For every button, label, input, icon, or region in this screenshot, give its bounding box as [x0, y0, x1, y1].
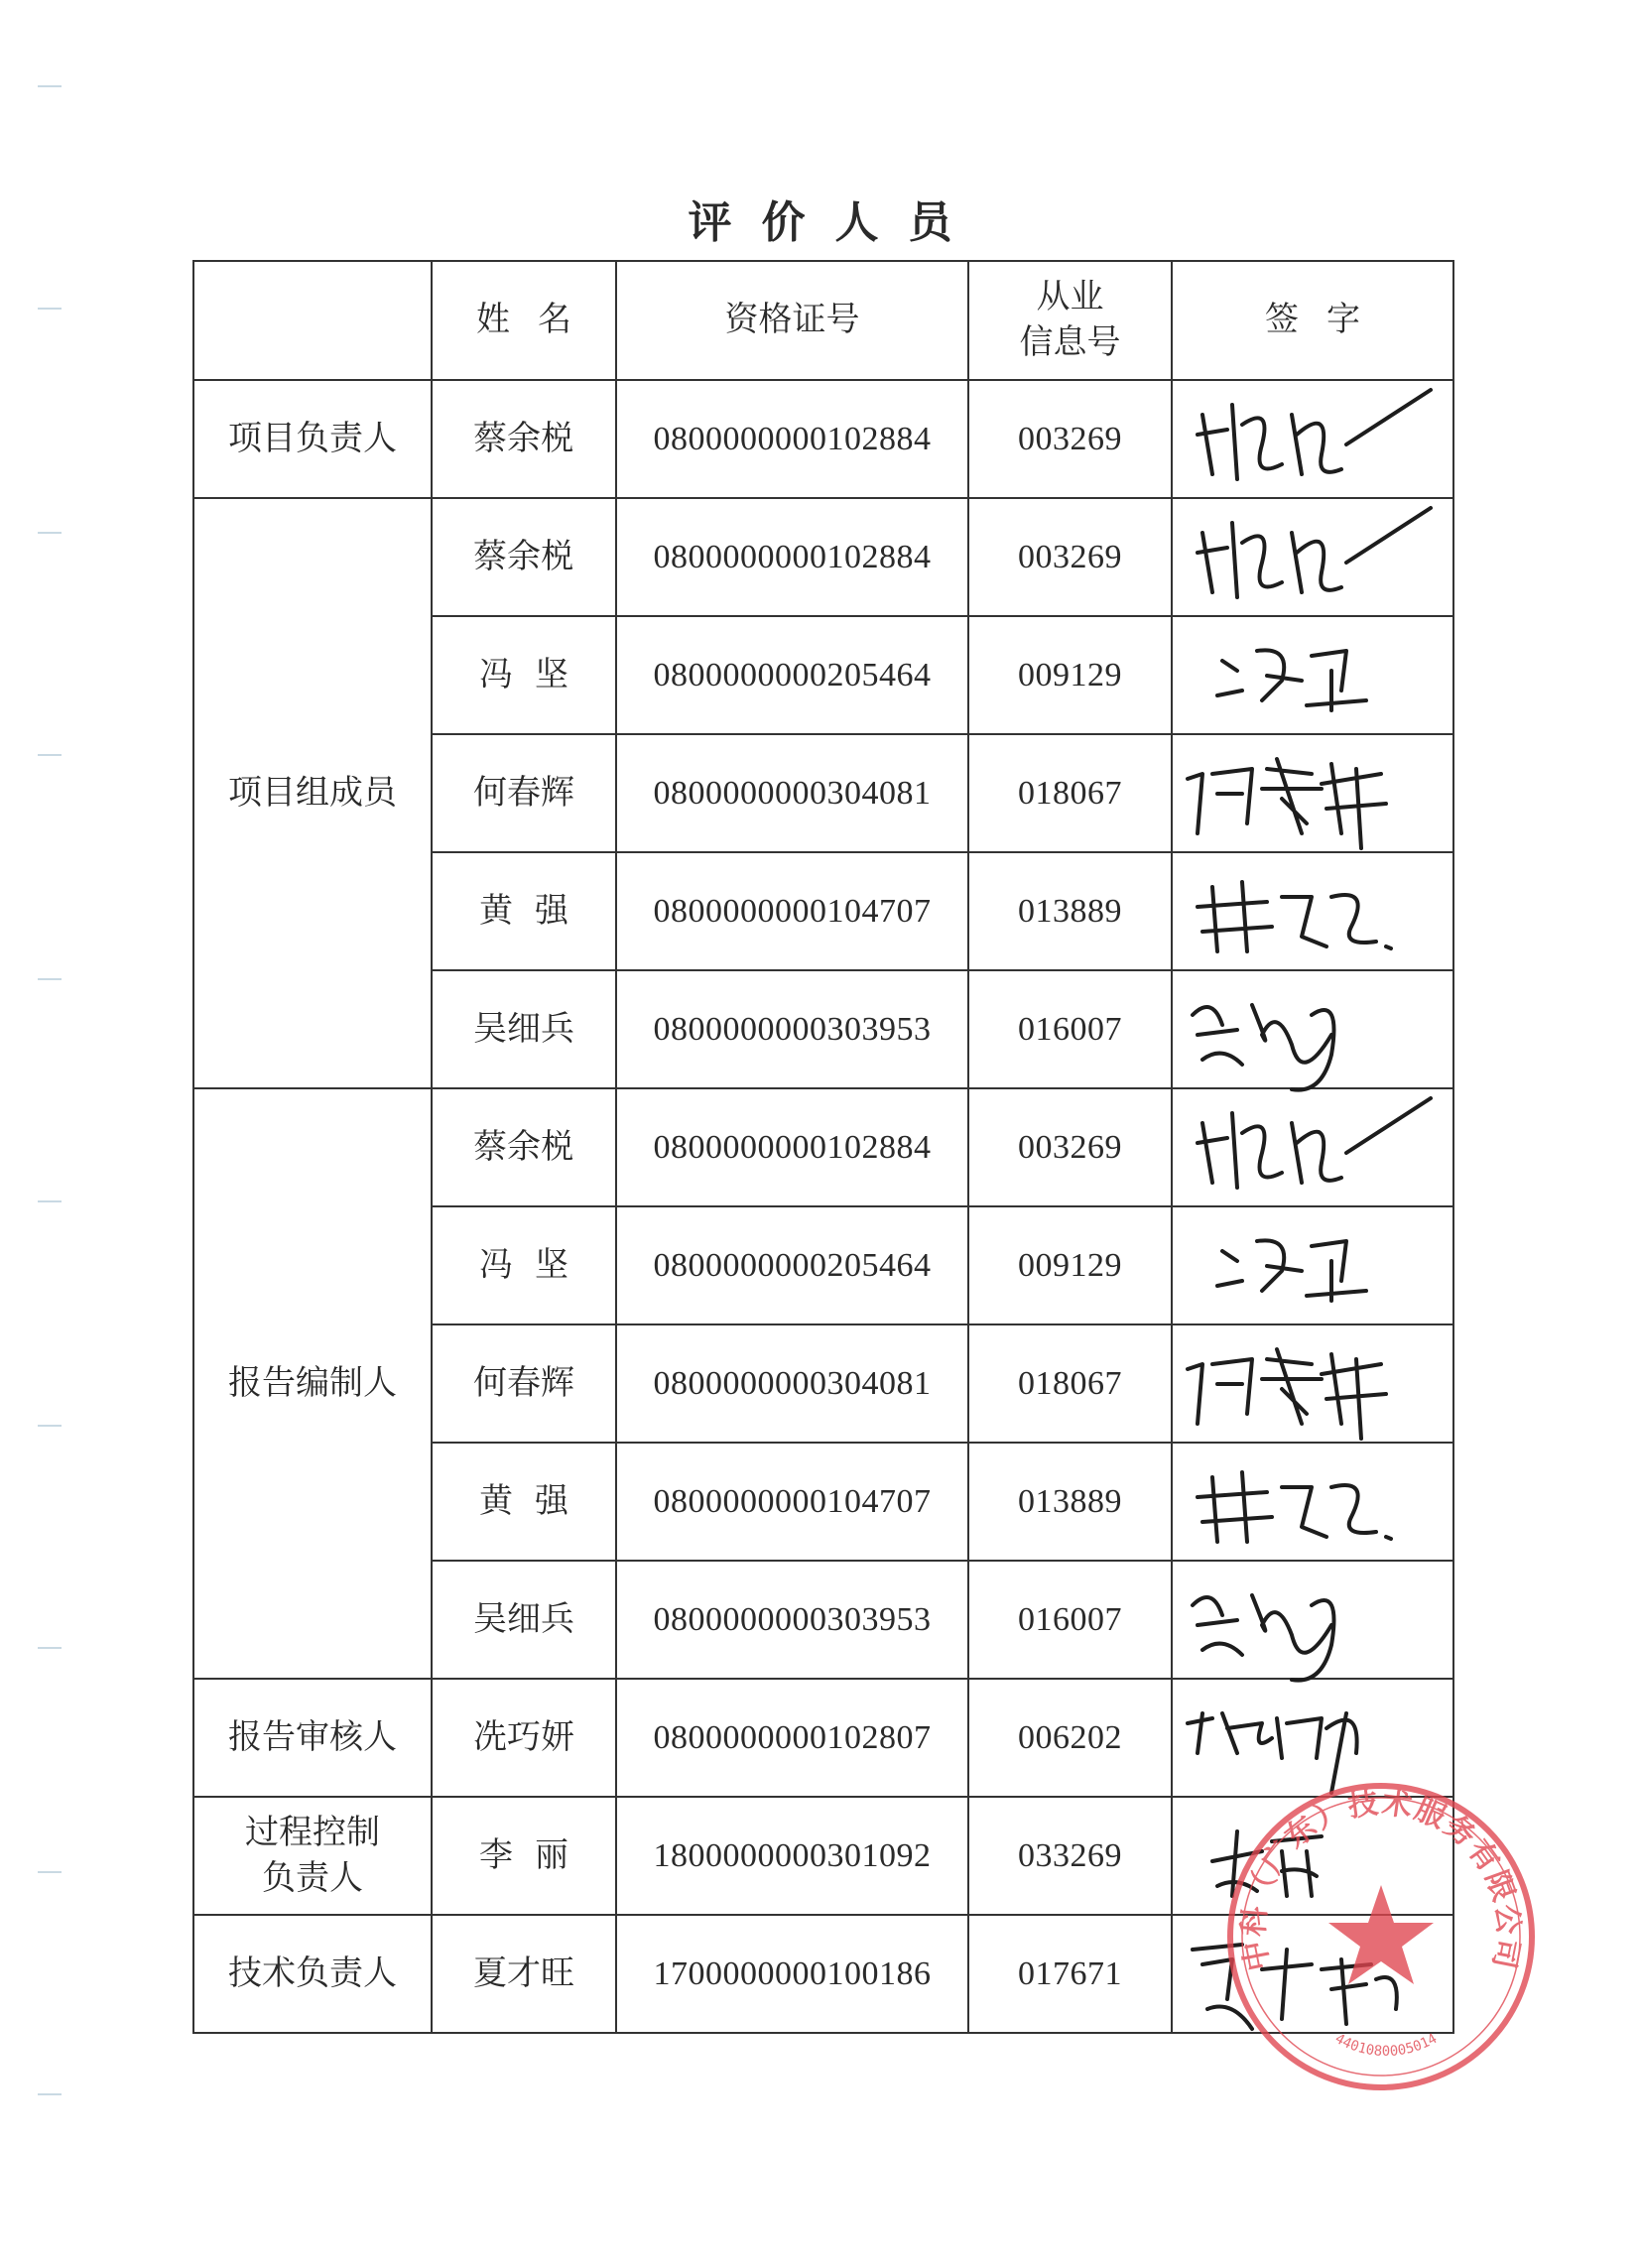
- table-header-row: [193, 261, 1453, 380]
- handwritten-signature: [1183, 1448, 1441, 1557]
- info-number: 013889: [968, 1443, 1172, 1561]
- signature-cell: [1172, 1324, 1453, 1443]
- signature-cell: [1172, 498, 1453, 616]
- company-seal-graphic: [1212, 1768, 1550, 2105]
- info-number: 009129: [968, 616, 1172, 734]
- scan-margin-ticks: [38, 0, 67, 2268]
- info-number: 013889: [968, 852, 1172, 970]
- role-label: 技术负责人: [228, 1953, 397, 1993]
- role-label: 项目负责人: [228, 418, 397, 458]
- person-name: 蔡余棁: [432, 1088, 616, 1206]
- certificate-number: 0800000000205464: [616, 616, 968, 734]
- person-name: 冼巧妍: [432, 1679, 616, 1797]
- signature-stroke: [1188, 759, 1386, 848]
- signature-stroke: [1198, 508, 1431, 597]
- info-number: 016007: [968, 970, 1172, 1088]
- signature-strokes: [1183, 503, 1441, 612]
- certificate-number: 0800000000205464: [616, 1206, 968, 1324]
- seal-text: 中科（广东）技术服务有限公司: [1236, 1785, 1526, 1974]
- header-info-line1: 从业: [1036, 277, 1104, 317]
- person-name: 蔡余棁: [432, 380, 616, 498]
- table-row: [193, 380, 1453, 498]
- signature-strokes: [1183, 1448, 1441, 1557]
- person-name: 夏才旺: [432, 1915, 616, 2033]
- signature-cell: [1172, 1443, 1453, 1561]
- certificate-number: 0800000000104707: [616, 852, 968, 970]
- margin-tick: [38, 308, 62, 310]
- margin-tick: [38, 532, 62, 534]
- header-role: [193, 261, 432, 380]
- page-title: 评价人员: [688, 197, 982, 248]
- margin-tick: [38, 1871, 62, 1873]
- signature-cell: [1172, 380, 1453, 498]
- handwritten-signature: [1183, 1566, 1441, 1675]
- role-label: 过程控制: [245, 1812, 380, 1852]
- certificate-number: 0800000000104707: [616, 1443, 968, 1561]
- info-number: 009129: [968, 1206, 1172, 1324]
- margin-tick: [38, 754, 62, 756]
- signature-strokes: [1183, 385, 1441, 494]
- handwritten-signature: [1183, 503, 1441, 612]
- handwritten-signature: [1183, 621, 1441, 730]
- certificate-number: 1700000000100186: [616, 1915, 968, 2033]
- margin-tick: [38, 2093, 62, 2095]
- person-name: 冯坚: [432, 1206, 616, 1324]
- info-number: 018067: [968, 734, 1172, 852]
- signature-strokes: [1183, 1329, 1441, 1439]
- role-cell: [193, 1915, 432, 2033]
- handwritten-signature: [1183, 975, 1441, 1084]
- signature-stroke: [1217, 650, 1366, 710]
- role-cell: [193, 1797, 432, 1915]
- signature-stroke: [1198, 1472, 1391, 1542]
- seal-star: [1328, 1885, 1434, 1984]
- signature-stroke: [1198, 390, 1431, 479]
- company-seal: [1212, 1768, 1550, 2105]
- person-name: 蔡余棁: [432, 498, 616, 616]
- role-cell: [193, 1679, 432, 1797]
- header-signature: 签字: [1172, 261, 1453, 380]
- person-name: 何春辉: [432, 1324, 616, 1443]
- info-number: 016007: [968, 1561, 1172, 1679]
- person-name: 李丽: [432, 1797, 616, 1915]
- signature-cell: [1172, 1561, 1453, 1679]
- seal-code: 4401080005014: [1331, 2030, 1441, 2060]
- info-number: 003269: [968, 1088, 1172, 1206]
- header-name: 姓名: [432, 261, 616, 380]
- certificate-number: 0800000000102884: [616, 380, 968, 498]
- handwritten-signature: [1183, 385, 1441, 494]
- info-number: 018067: [968, 1324, 1172, 1443]
- margin-tick: [38, 1425, 62, 1427]
- handwritten-signature: [1183, 1329, 1441, 1439]
- role-cell: [193, 498, 432, 1088]
- certificate-number: 0800000000102884: [616, 498, 968, 616]
- signature-cell: [1172, 616, 1453, 734]
- handwritten-signature: [1183, 857, 1441, 966]
- header-certificate: 资格证号: [616, 261, 968, 380]
- person-name: 黄强: [432, 852, 616, 970]
- handwritten-signature: [1183, 1211, 1441, 1321]
- margin-tick: [38, 1647, 62, 1649]
- margin-tick: [38, 85, 62, 87]
- info-number: 033269: [968, 1797, 1172, 1915]
- table-row: [193, 498, 1453, 616]
- person-name: 冯坚: [432, 616, 616, 734]
- signature-strokes: [1183, 1211, 1441, 1321]
- signature-stroke: [1193, 1005, 1334, 1090]
- certificate-number: 0800000000102807: [616, 1679, 968, 1797]
- signature-stroke: [1198, 882, 1391, 951]
- info-number: 017671: [968, 1915, 1172, 2033]
- signature-strokes: [1183, 1093, 1441, 1202]
- certificate-number: 0800000000304081: [616, 1324, 968, 1443]
- signature-stroke: [1198, 1098, 1431, 1188]
- role-label: 项目组成员: [228, 772, 397, 813]
- signature-cell: [1172, 1206, 1453, 1324]
- info-number: 006202: [968, 1679, 1172, 1797]
- signature-cell: [1172, 970, 1453, 1088]
- signature-stroke: [1193, 1595, 1334, 1681]
- person-name: 吴细兵: [432, 970, 616, 1088]
- certificate-number: 0800000000304081: [616, 734, 968, 852]
- signature-cell: [1172, 1088, 1453, 1206]
- certificate-number: 0800000000102884: [616, 1088, 968, 1206]
- role-label: 报告编制人: [228, 1362, 397, 1403]
- person-name: 吴细兵: [432, 1561, 616, 1679]
- header-info-number: [968, 261, 1172, 380]
- role-cell: [193, 1088, 432, 1679]
- signature-strokes: [1183, 857, 1441, 966]
- person-name: 黄强: [432, 1443, 616, 1561]
- signature-strokes: [1183, 975, 1441, 1084]
- signature-stroke: [1217, 1240, 1366, 1301]
- certificate-number: 1800000000301092: [616, 1797, 968, 1915]
- role-cell: [193, 380, 432, 498]
- header-info-line2: 信息号: [1019, 322, 1121, 362]
- signature-cell: [1172, 734, 1453, 852]
- person-name: 何春辉: [432, 734, 616, 852]
- margin-tick: [38, 1200, 62, 1202]
- signature-strokes: [1183, 739, 1441, 848]
- signature-cell: [1172, 852, 1453, 970]
- role-label: 负责人: [262, 1857, 363, 1898]
- signature-strokes: [1183, 1566, 1441, 1675]
- role-label: 报告审核人: [228, 1716, 397, 1757]
- info-number: 003269: [968, 498, 1172, 616]
- signature-strokes: [1183, 621, 1441, 730]
- certificate-number: 0800000000303953: [616, 1561, 968, 1679]
- signature-stroke: [1188, 1349, 1386, 1439]
- info-number: 003269: [968, 380, 1172, 498]
- certificate-number: 0800000000303953: [616, 970, 968, 1088]
- handwritten-signature: [1183, 739, 1441, 848]
- margin-tick: [38, 978, 62, 980]
- handwritten-signature: [1183, 1093, 1441, 1202]
- table-row: [193, 1088, 1453, 1206]
